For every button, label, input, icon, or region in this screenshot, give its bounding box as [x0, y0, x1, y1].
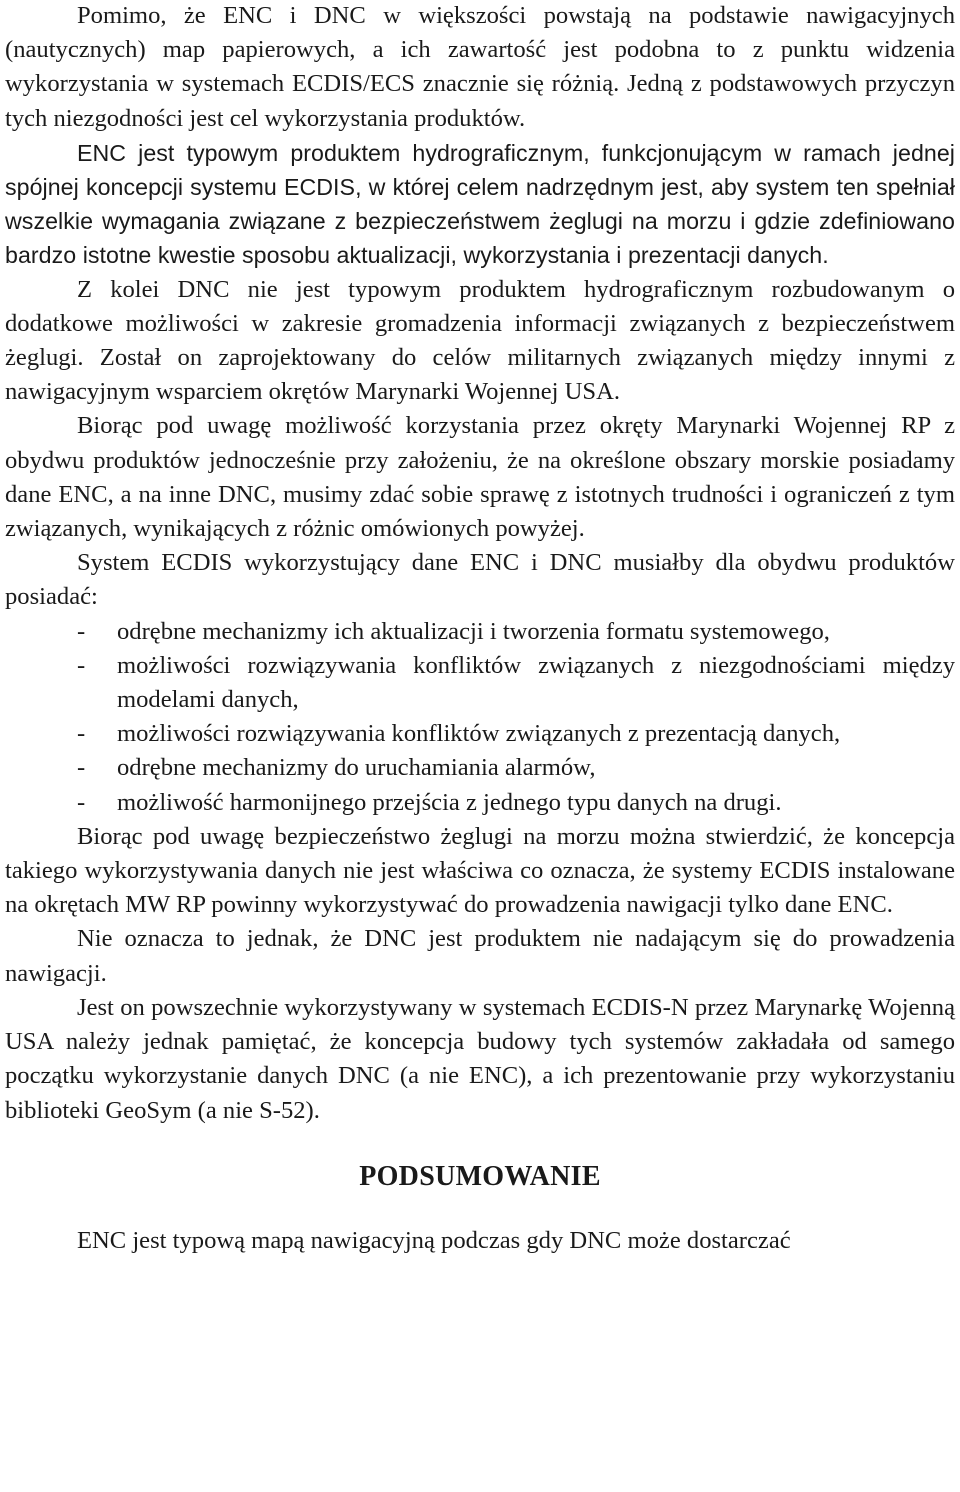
list-item: [5, 615, 955, 649]
document-page: [5, 0, 955, 1258]
requirements-list: [5, 615, 955, 820]
paragraph-summary-start: ENC jest typową mapą nawigacyjną podczas gdy DNC może dostarczać: [77, 1226, 791, 1254]
list-item-text: możliwości rozwiązywania konfliktów związanych z niezgodnościami między modelami danych,: [117, 651, 955, 714]
list-dash-marker: -: [77, 651, 86, 679]
list-item-text: odrębne mechanizmy ich aktualizacji i tworzenia formatu systemowego,: [117, 617, 830, 645]
list-dash-marker: -: [77, 617, 86, 645]
list-item: [5, 717, 955, 751]
list-item-text: możliwości rozwiązywania konfliktów związanych z prezentacją danych,: [117, 720, 841, 748]
section-heading-summary: PODSUMOWANIE: [359, 1160, 601, 1192]
paragraph-safety-conclusion: Biorąc pod uwagę bezpieczeństwo żeglugi na morzu można stwierdzić, że koncepcja takiego wykorzystywania danych nie jest właściwa co oznacza, że systemy ECDIS instalowane na okrętach MW RP powinny wykorzystywać do prowadzenia nawigacji tylko dane ENC.: [5, 822, 955, 919]
list-dash-marker: -: [77, 788, 86, 816]
list-item: [5, 649, 955, 717]
list-item-text: odrębne mechanizmy do uruchamiania alarmów,: [117, 754, 596, 782]
paragraph-us-navy-usage: Jest on powszechnie wykorzystywany w systemach ECDIS-N przez Marynarkę Wojenną USA należy jednak pamiętać, że koncepcja budowy tych systemów zakładała od samego początku wykorzystanie danych DNC (a nie ENC), a ich prezentowanie przy wykorzystaniu biblioteki GeoSym (a nie S-52).: [5, 993, 955, 1124]
paragraph-enc-description: ENC jest typowym produktem hydrograficznym, funkcjonującym w ramach jednej spójnej koncepcji systemu ECDIS, w której celem nadrzędnym jest, aby system ten spełniał wszelkie wymagania związane z bezpieczeństwem żeglugi na morzu i gdzie zdefiniowano bardzo istotne kwestie sposobu aktualizacji, wykorzystania i prezentacji danych.: [5, 139, 955, 269]
paragraph-mw-rp-usage: Biorąc pod uwagę możliwość korzystania przez okręty Marynarki Wojennej RP z obydwu produktów jednocześnie przy założeniu, że na określone obszary morskie posiadamy dane ENC, a na inne DNC, musimy zdać sobie sprawę z istotnych trudności i ograniczeń z tym związanych, wynikających z różnic omówionych powyżej.: [5, 412, 955, 543]
paragraph-dnc-not-unsuitable: Nie oznacza to jednak, że DNC jest produktem nie nadającym się do prowadzenia nawigacji.: [5, 925, 955, 987]
list-item: [5, 786, 955, 820]
list-dash-marker: -: [77, 720, 86, 748]
list-item: [5, 751, 955, 785]
list-item-text: możliwość harmonijnego przejścia z jednego typu danych na drugi.: [117, 788, 782, 816]
list-dash-marker: -: [77, 754, 86, 782]
paragraph-ecdis-requirements-intro: System ECDIS wykorzystujący dane ENC i DNC musiałby dla obydwu produktów posiadać:: [5, 549, 955, 611]
paragraph-dnc-description: Z kolei DNC nie jest typowym produktem hydrograficznym rozbudowanym o dodatkowe możliwości w zakresie gromadzenia informacji związanych z bezpieczeństwem żeglugi. Został on zaprojektowany do celów militarnych związanych między innymi z nawigacyjnym wsparciem okrętów Marynarki Wojennej USA.: [5, 275, 955, 406]
paragraph-enc-dnc-differences: Pomimo, że ENC i DNC w większości powstają na podstawie nawigacyjnych (nautycznych) map papierowych, a ich zawartość jest podobna to z punktu widzenia wykorzystania w systemach ECDIS/ECS znacznie się różnią. Jedną z podstawowych przyczyn tych niezgodności jest cel wykorzystania produktów.: [5, 2, 955, 132]
